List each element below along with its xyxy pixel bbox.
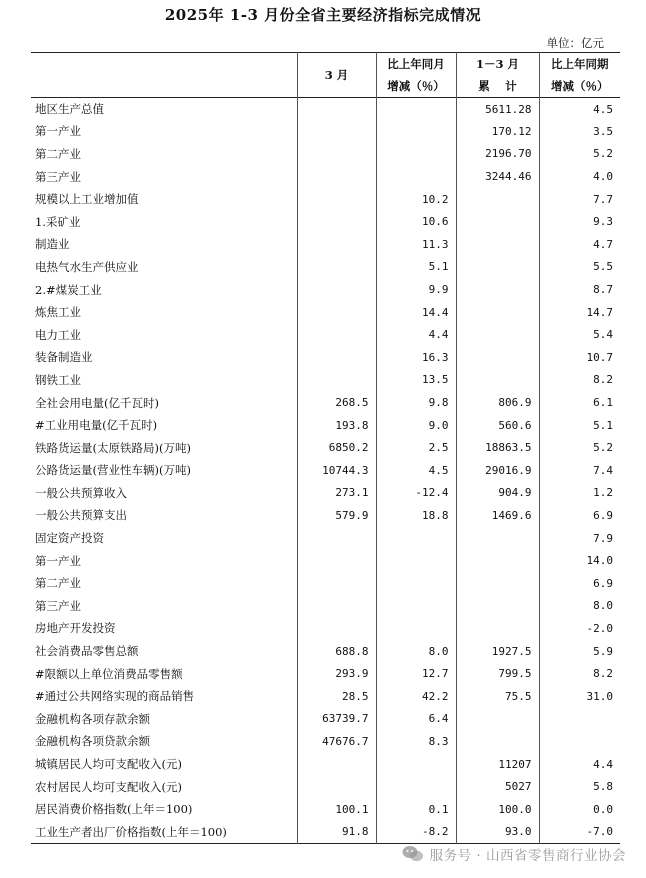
cell-cumulative-change: 8.7 bbox=[539, 278, 620, 301]
row-label: 第一产业 bbox=[35, 124, 81, 139]
cell-cumulative-value: 2196.70 bbox=[456, 143, 539, 166]
cell-month-change: 16.3 bbox=[376, 346, 456, 369]
cell-month-change bbox=[376, 617, 456, 640]
cell-cumulative-change bbox=[539, 730, 620, 753]
cell-month-value bbox=[297, 256, 376, 279]
table-row bbox=[31, 662, 620, 685]
cell-month-value bbox=[297, 595, 376, 618]
table-row bbox=[31, 188, 620, 211]
table-row bbox=[31, 504, 620, 527]
cell-cumulative-change: 6.1 bbox=[539, 391, 620, 414]
cell-month-change: 4.4 bbox=[376, 323, 456, 346]
cell-month-value: 100.1 bbox=[297, 798, 376, 821]
cell-cumulative-change: 5.9 bbox=[539, 640, 620, 663]
cell-cumulative-value: 75.5 bbox=[456, 685, 539, 708]
cell-cumulative-value bbox=[456, 527, 539, 550]
cell-month-value bbox=[297, 301, 376, 324]
cell-month-change: 14.4 bbox=[376, 301, 456, 324]
cell-month-change: 6.4 bbox=[376, 708, 456, 731]
cell-month-change bbox=[376, 595, 456, 618]
cell-cumulative-value: 1469.6 bbox=[456, 504, 539, 527]
cell-cumulative-change: 8.2 bbox=[539, 369, 620, 392]
cell-cumulative-value: 3244.46 bbox=[456, 165, 539, 188]
cell-cumulative-change: 14.0 bbox=[539, 549, 620, 572]
table-row bbox=[31, 301, 620, 324]
cell-cumulative-value bbox=[456, 730, 539, 753]
cell-month-value: 193.8 bbox=[297, 414, 376, 437]
cell-cumulative-value bbox=[456, 346, 539, 369]
table-row bbox=[31, 233, 620, 256]
table-row bbox=[31, 120, 620, 143]
cell-month-change: 5.1 bbox=[376, 256, 456, 279]
cell-month-change bbox=[376, 753, 456, 776]
cell-month-change: 42.2 bbox=[376, 685, 456, 708]
row-label: 铁路货运量(太原铁路局)(万吨) bbox=[35, 440, 191, 455]
cell-month-change: 13.5 bbox=[376, 369, 456, 392]
header-row-top bbox=[31, 53, 620, 76]
header-cumulative-change-top: 比上年同期 bbox=[539, 53, 620, 76]
cell-cumulative-change: 4.0 bbox=[539, 165, 620, 188]
cell-month-value bbox=[297, 617, 376, 640]
cell-cumulative-change: 7.9 bbox=[539, 527, 620, 550]
row-label: 第二产业 bbox=[35, 146, 81, 161]
cell-cumulative-change: 3.5 bbox=[539, 120, 620, 143]
header-month: 3 月 bbox=[297, 53, 376, 98]
cell-cumulative-value: 799.5 bbox=[456, 662, 539, 685]
row-label: 一般公共预算收入 bbox=[35, 485, 127, 500]
cell-cumulative-value: 100.0 bbox=[456, 798, 539, 821]
cell-cumulative-change: 6.9 bbox=[539, 504, 620, 527]
cell-month-value bbox=[297, 323, 376, 346]
cell-month-value: 47676.7 bbox=[297, 730, 376, 753]
row-label: 地区生产总值 bbox=[35, 102, 104, 117]
row-label: 固定资产投资 bbox=[35, 531, 104, 546]
table-row bbox=[31, 256, 620, 279]
cell-month-value bbox=[297, 120, 376, 143]
cell-cumulative-value: 5027 bbox=[456, 775, 539, 798]
cell-cumulative-value: 18863.5 bbox=[456, 436, 539, 459]
cell-month-change bbox=[376, 572, 456, 595]
cell-cumulative-value bbox=[456, 572, 539, 595]
table-row bbox=[31, 165, 620, 188]
cell-month-change: 10.6 bbox=[376, 210, 456, 233]
cell-month-value bbox=[297, 210, 376, 233]
table-row bbox=[31, 753, 620, 776]
row-label: 房地产开发投资 bbox=[35, 621, 116, 636]
cell-month-change: 12.7 bbox=[376, 662, 456, 685]
table-row bbox=[31, 391, 620, 414]
cell-month-change: 8.0 bbox=[376, 640, 456, 663]
cell-month-value bbox=[297, 165, 376, 188]
cell-month-value: 6850.2 bbox=[297, 436, 376, 459]
page-title: 2025年 1-3 月份全省主要经济指标完成情况 bbox=[164, 6, 482, 24]
cell-month-value: 273.1 bbox=[297, 482, 376, 505]
cell-month-value bbox=[297, 753, 376, 776]
table-row bbox=[31, 708, 620, 731]
cell-month-value: 268.5 bbox=[297, 391, 376, 414]
cell-cumulative-value: 93.0 bbox=[456, 821, 539, 844]
cell-cumulative-change: 8.0 bbox=[539, 595, 620, 618]
table-row bbox=[31, 640, 620, 663]
row-label: 2.#煤炭工业 bbox=[35, 282, 102, 297]
cell-month-change bbox=[376, 165, 456, 188]
row-label: 第三产业 bbox=[35, 598, 81, 613]
cell-cumulative-value bbox=[456, 256, 539, 279]
cell-cumulative-value: 170.12 bbox=[456, 120, 539, 143]
cell-cumulative-change: 5.4 bbox=[539, 323, 620, 346]
header-cumulative-change-bottom: 增减（％） bbox=[539, 75, 620, 98]
row-label: 农村居民人均可支配收入(元) bbox=[35, 779, 182, 794]
cell-month-change: 0.1 bbox=[376, 798, 456, 821]
table-body bbox=[31, 98, 620, 844]
header-cumulative-top: 1－3 月 bbox=[456, 53, 539, 76]
table-row bbox=[31, 527, 620, 550]
cell-month-value: 293.9 bbox=[297, 662, 376, 685]
watermark-text: 服务号 · 山西省零售商行业协会 bbox=[429, 848, 626, 864]
cell-month-change bbox=[376, 120, 456, 143]
cell-cumulative-change: 8.2 bbox=[539, 662, 620, 685]
cell-month-change: -12.4 bbox=[376, 482, 456, 505]
cell-cumulative-value bbox=[456, 301, 539, 324]
cell-cumulative-value: 29016.9 bbox=[456, 459, 539, 482]
cell-cumulative-change bbox=[539, 708, 620, 731]
cell-month-value bbox=[297, 188, 376, 211]
table-row bbox=[31, 821, 620, 844]
cell-cumulative-change: 4.7 bbox=[539, 233, 620, 256]
table-row bbox=[31, 482, 620, 505]
row-label: #通过公共网络实现的商品销售 bbox=[35, 689, 195, 704]
table-row bbox=[31, 436, 620, 459]
cell-cumulative-value: 11207 bbox=[456, 753, 539, 776]
cell-cumulative-value: 904.9 bbox=[456, 482, 539, 505]
row-label: 社会消费品零售总额 bbox=[35, 644, 139, 659]
cell-cumulative-value: 806.9 bbox=[456, 391, 539, 414]
cell-month-change: 8.3 bbox=[376, 730, 456, 753]
cell-cumulative-value bbox=[456, 323, 539, 346]
watermark bbox=[402, 844, 626, 864]
table-row bbox=[31, 143, 620, 166]
cell-month-change bbox=[376, 98, 456, 121]
table-row bbox=[31, 572, 620, 595]
cell-month-change bbox=[376, 775, 456, 798]
cell-cumulative-value bbox=[456, 210, 539, 233]
row-label: 金融机构各项贷款余额 bbox=[35, 734, 150, 749]
cell-month-value bbox=[297, 278, 376, 301]
row-label: 规模以上工业增加值 bbox=[35, 192, 139, 207]
cell-cumulative-value bbox=[456, 617, 539, 640]
cell-cumulative-change: 5.1 bbox=[539, 414, 620, 437]
header-month-change-bottom: 增减（％） bbox=[376, 75, 456, 98]
cell-cumulative-change: -7.0 bbox=[539, 821, 620, 844]
header-month-change-top: 比上年同月 bbox=[376, 53, 456, 76]
table-row bbox=[31, 775, 620, 798]
cell-cumulative-change: 1.2 bbox=[539, 482, 620, 505]
table-row bbox=[31, 98, 620, 121]
table-row bbox=[31, 549, 620, 572]
table-row bbox=[31, 459, 620, 482]
cell-month-value bbox=[297, 775, 376, 798]
cell-month-value: 91.8 bbox=[297, 821, 376, 844]
cell-month-value bbox=[297, 346, 376, 369]
cell-month-value bbox=[297, 98, 376, 121]
row-label: 全社会用电量(亿千瓦时) bbox=[35, 395, 159, 410]
unit-label: 单位：亿元 bbox=[546, 36, 604, 50]
cell-cumulative-change: 7.4 bbox=[539, 459, 620, 482]
row-label: 制造业 bbox=[35, 237, 70, 252]
row-label: 金融机构各项存款余额 bbox=[35, 711, 150, 726]
cell-month-change: 4.5 bbox=[376, 459, 456, 482]
cell-month-change: 2.5 bbox=[376, 436, 456, 459]
row-label: #限额以上单位消费品零售额 bbox=[35, 666, 183, 681]
cell-month-value bbox=[297, 572, 376, 595]
cell-cumulative-change: 4.5 bbox=[539, 98, 620, 121]
cell-month-change: 10.2 bbox=[376, 188, 456, 211]
table-row bbox=[31, 798, 620, 821]
cell-cumulative-value bbox=[456, 188, 539, 211]
cell-cumulative-change: -2.0 bbox=[539, 617, 620, 640]
cell-cumulative-change: 4.4 bbox=[539, 753, 620, 776]
cell-month-value bbox=[297, 143, 376, 166]
cell-month-change: 9.8 bbox=[376, 391, 456, 414]
cell-cumulative-value bbox=[456, 708, 539, 731]
cell-month-change: 11.3 bbox=[376, 233, 456, 256]
row-label: 第二产业 bbox=[35, 576, 81, 591]
row-label: 装备制造业 bbox=[35, 350, 93, 365]
row-label: 一般公共预算支出 bbox=[35, 508, 127, 523]
cell-cumulative-value bbox=[456, 549, 539, 572]
table-row bbox=[31, 595, 620, 618]
header-cumulative-bottom: 累 计 bbox=[456, 75, 539, 98]
row-label: 第三产业 bbox=[35, 169, 81, 184]
row-label: 公路货运量(营业性车辆)(万吨) bbox=[35, 463, 191, 478]
table-row bbox=[31, 685, 620, 708]
cell-month-change: 9.9 bbox=[376, 278, 456, 301]
row-label: 第一产业 bbox=[35, 553, 81, 568]
cell-month-change: 9.0 bbox=[376, 414, 456, 437]
cell-cumulative-value: 560.6 bbox=[456, 414, 539, 437]
cell-cumulative-value: 5611.28 bbox=[456, 98, 539, 121]
row-label: 工业生产者出厂价格指数(上年＝100) bbox=[35, 824, 227, 839]
table-row bbox=[31, 278, 620, 301]
cell-month-value: 688.8 bbox=[297, 640, 376, 663]
row-label: 城镇居民人均可支配收入(元) bbox=[35, 757, 182, 772]
cell-month-change: 18.8 bbox=[376, 504, 456, 527]
cell-month-change bbox=[376, 549, 456, 572]
row-label: #工业用电量(亿千瓦时) bbox=[35, 418, 158, 433]
cell-cumulative-change: 5.2 bbox=[539, 436, 620, 459]
table-row bbox=[31, 323, 620, 346]
cell-cumulative-value: 1927.5 bbox=[456, 640, 539, 663]
table-row bbox=[31, 210, 620, 233]
cell-cumulative-change: 7.7 bbox=[539, 188, 620, 211]
row-label: 居民消费价格指数(上年＝100) bbox=[35, 802, 193, 817]
cell-month-value: 10744.3 bbox=[297, 459, 376, 482]
cell-month-value bbox=[297, 527, 376, 550]
cell-cumulative-change: 5.5 bbox=[539, 256, 620, 279]
indicators-table bbox=[31, 52, 620, 844]
table-row bbox=[31, 730, 620, 753]
cell-month-value bbox=[297, 369, 376, 392]
cell-cumulative-value bbox=[456, 233, 539, 256]
cell-cumulative-change: 10.7 bbox=[539, 346, 620, 369]
row-label: 炼焦工业 bbox=[35, 305, 81, 320]
cell-cumulative-change: 5.8 bbox=[539, 775, 620, 798]
cell-cumulative-change: 0.0 bbox=[539, 798, 620, 821]
cell-cumulative-change: 14.7 bbox=[539, 301, 620, 324]
cell-cumulative-change: 5.2 bbox=[539, 143, 620, 166]
cell-month-value: 63739.7 bbox=[297, 708, 376, 731]
wechat-icon bbox=[402, 845, 424, 863]
row-label: 电力工业 bbox=[35, 327, 81, 342]
table-row bbox=[31, 617, 620, 640]
header-indicator bbox=[31, 53, 297, 98]
cell-cumulative-value bbox=[456, 369, 539, 392]
cell-cumulative-change: 31.0 bbox=[539, 685, 620, 708]
cell-month-change bbox=[376, 143, 456, 166]
row-label: 1.采矿业 bbox=[35, 214, 81, 229]
cell-cumulative-value bbox=[456, 595, 539, 618]
cell-cumulative-value bbox=[456, 278, 539, 301]
cell-month-value: 579.9 bbox=[297, 504, 376, 527]
cell-month-change bbox=[376, 527, 456, 550]
table-row bbox=[31, 369, 620, 392]
row-label: 电热气水生产供应业 bbox=[35, 259, 139, 274]
cell-month-value bbox=[297, 233, 376, 256]
cell-month-change: -8.2 bbox=[376, 821, 456, 844]
cell-month-value bbox=[297, 549, 376, 572]
cell-month-value: 28.5 bbox=[297, 685, 376, 708]
table-row bbox=[31, 414, 620, 437]
cell-cumulative-change: 9.3 bbox=[539, 210, 620, 233]
row-label: 钢铁工业 bbox=[35, 372, 81, 387]
table-row bbox=[31, 346, 620, 369]
cell-cumulative-change: 6.9 bbox=[539, 572, 620, 595]
